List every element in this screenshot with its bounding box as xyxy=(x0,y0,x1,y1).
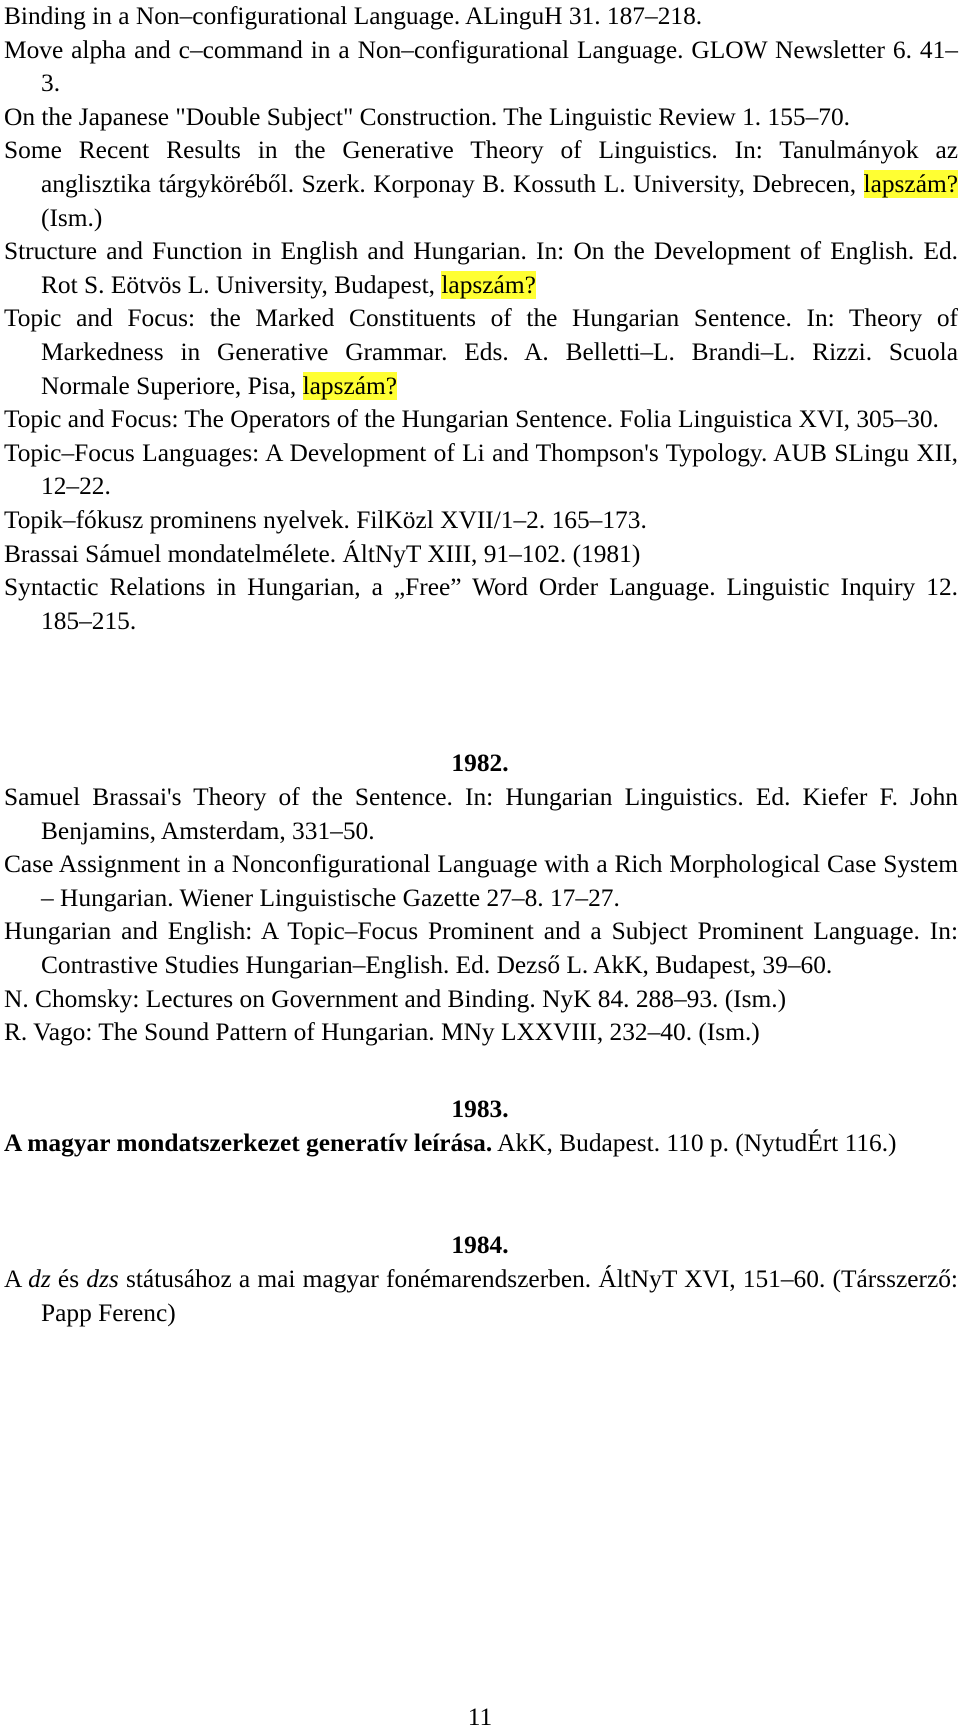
entry-text: Some Recent Results in the Generative Theory of Linguistics. In: Tanulmányok az anglisztika tárgyköréből. Szerk. Korponay B. Kossuth L. University, Debrecen, xyxy=(4,136,958,198)
highlighted-placeholder: lapszám? xyxy=(863,169,958,198)
bibliography-entry: Syntactic Relations in Hungarian, a „Free” Word Order Language. Linguistic Inquiry 12. 185–215. xyxy=(4,573,958,635)
bibliography-list xyxy=(4,781,958,1050)
entry-text: A xyxy=(4,1265,29,1293)
italic-term: dz xyxy=(28,1265,51,1293)
bibliography-entry: Brassai Sámuel mondatelmélete. ÁltNyT XIII, 91–102. (1981) xyxy=(4,539,641,568)
year-heading: 1984. xyxy=(451,1231,509,1259)
entry-text: Topic and Focus: the Marked Constituents of the Hungarian Sentence. In: Theory of Markedness in Generative Grammar. Eds. A. Belletti–L. Brandi–L. Rizzi. Scuola Normale Superiore, Pisa, xyxy=(4,304,958,400)
bibliography-entry: Case Assignment in a Nonconfigurational Language with a Rich Morphological Case System – Hungarian. Wiener Linguistische Gazette 27–8. 17–27. xyxy=(4,850,958,912)
bibliography-entry: On the Japanese "Double Subject" Construction. The Linguistic Review 1. 155–70. xyxy=(4,102,851,131)
bibliography-entry: Topic–Focus Languages: A Development of Li and Thompson's Typology. AUB SLingu XII, 12–22. xyxy=(4,438,958,501)
entry-text: Structure and Function in English and Hungarian. In: On the Development of English. Ed. Rot S. Eötvös L. University, Budapest, xyxy=(4,237,958,299)
bibliography-entry: Samuel Brassai's Theory of the Sentence. In: Hungarian Linguistics. Ed. Kiefer F. John Benjamins, Amsterdam, 331–50. xyxy=(4,783,958,845)
bibliography-entry: Move alpha and c–command in a Non–configurational Language. GLOW Newsletter 6. 41–3. xyxy=(4,35,958,98)
bibliography-entry xyxy=(4,302,958,403)
highlighted-placeholder: lapszám? xyxy=(302,371,398,400)
italic-term: dzs xyxy=(86,1265,119,1293)
bibliography-list xyxy=(4,1127,958,1161)
year-heading: 1983. xyxy=(451,1095,509,1123)
bibliography-entry: Hungarian and English: A Topic–Focus Prominent and a Subject Prominent Language. In: Contrastive Studies Hungarian–English. Ed. Dezső L. AkK, Budapest, 39–60. xyxy=(4,917,958,979)
bibliography-entry xyxy=(4,1127,958,1161)
bibliography-entry: Topic and Focus: The Operators of the Hungarian Sentence. Folia Linguistica XVI, 305–30. xyxy=(4,405,939,434)
book-title: A magyar mondatszerkezet generatív leírása. xyxy=(4,1129,493,1157)
highlighted-placeholder: lapszám? xyxy=(441,270,536,299)
entry-text: és xyxy=(50,1265,87,1293)
bibliography-entry xyxy=(4,235,958,302)
bibliography-entry: Binding in a Non–configurational Language. ALinguH 31. 187–218. xyxy=(4,2,703,30)
bibliography-list xyxy=(4,1263,958,1330)
entry-text: (Ism.) xyxy=(41,203,103,232)
bibliography-entry: R. Vago: The Sound Pattern of Hungarian. MNy LXXVIII, 232–40. (Ism.) xyxy=(4,1018,760,1047)
bibliography-entry: Topik–fókusz prominens nyelvek. FilKözl XVII/1–2. 165–173. xyxy=(4,505,647,534)
bibliography-entry xyxy=(4,1263,958,1330)
page-number: 11 xyxy=(467,1703,493,1731)
bibliography-entry xyxy=(4,134,958,235)
year-heading: 1982. xyxy=(451,749,509,777)
bibliography-entry: N. Chomsky: Lectures on Government and Binding. NyK 84. 288–93. (Ism.) xyxy=(4,984,787,1013)
entry-text: státusához a mai magyar fonémarendszerben. ÁltNyT XVI, 151–60. (Társszerző: Papp Ferenc) xyxy=(41,1265,958,1327)
entry-text: AkK, Budapest. 110 p. (NytudÉrt 116.) xyxy=(492,1129,897,1157)
bibliography-list xyxy=(4,0,958,638)
